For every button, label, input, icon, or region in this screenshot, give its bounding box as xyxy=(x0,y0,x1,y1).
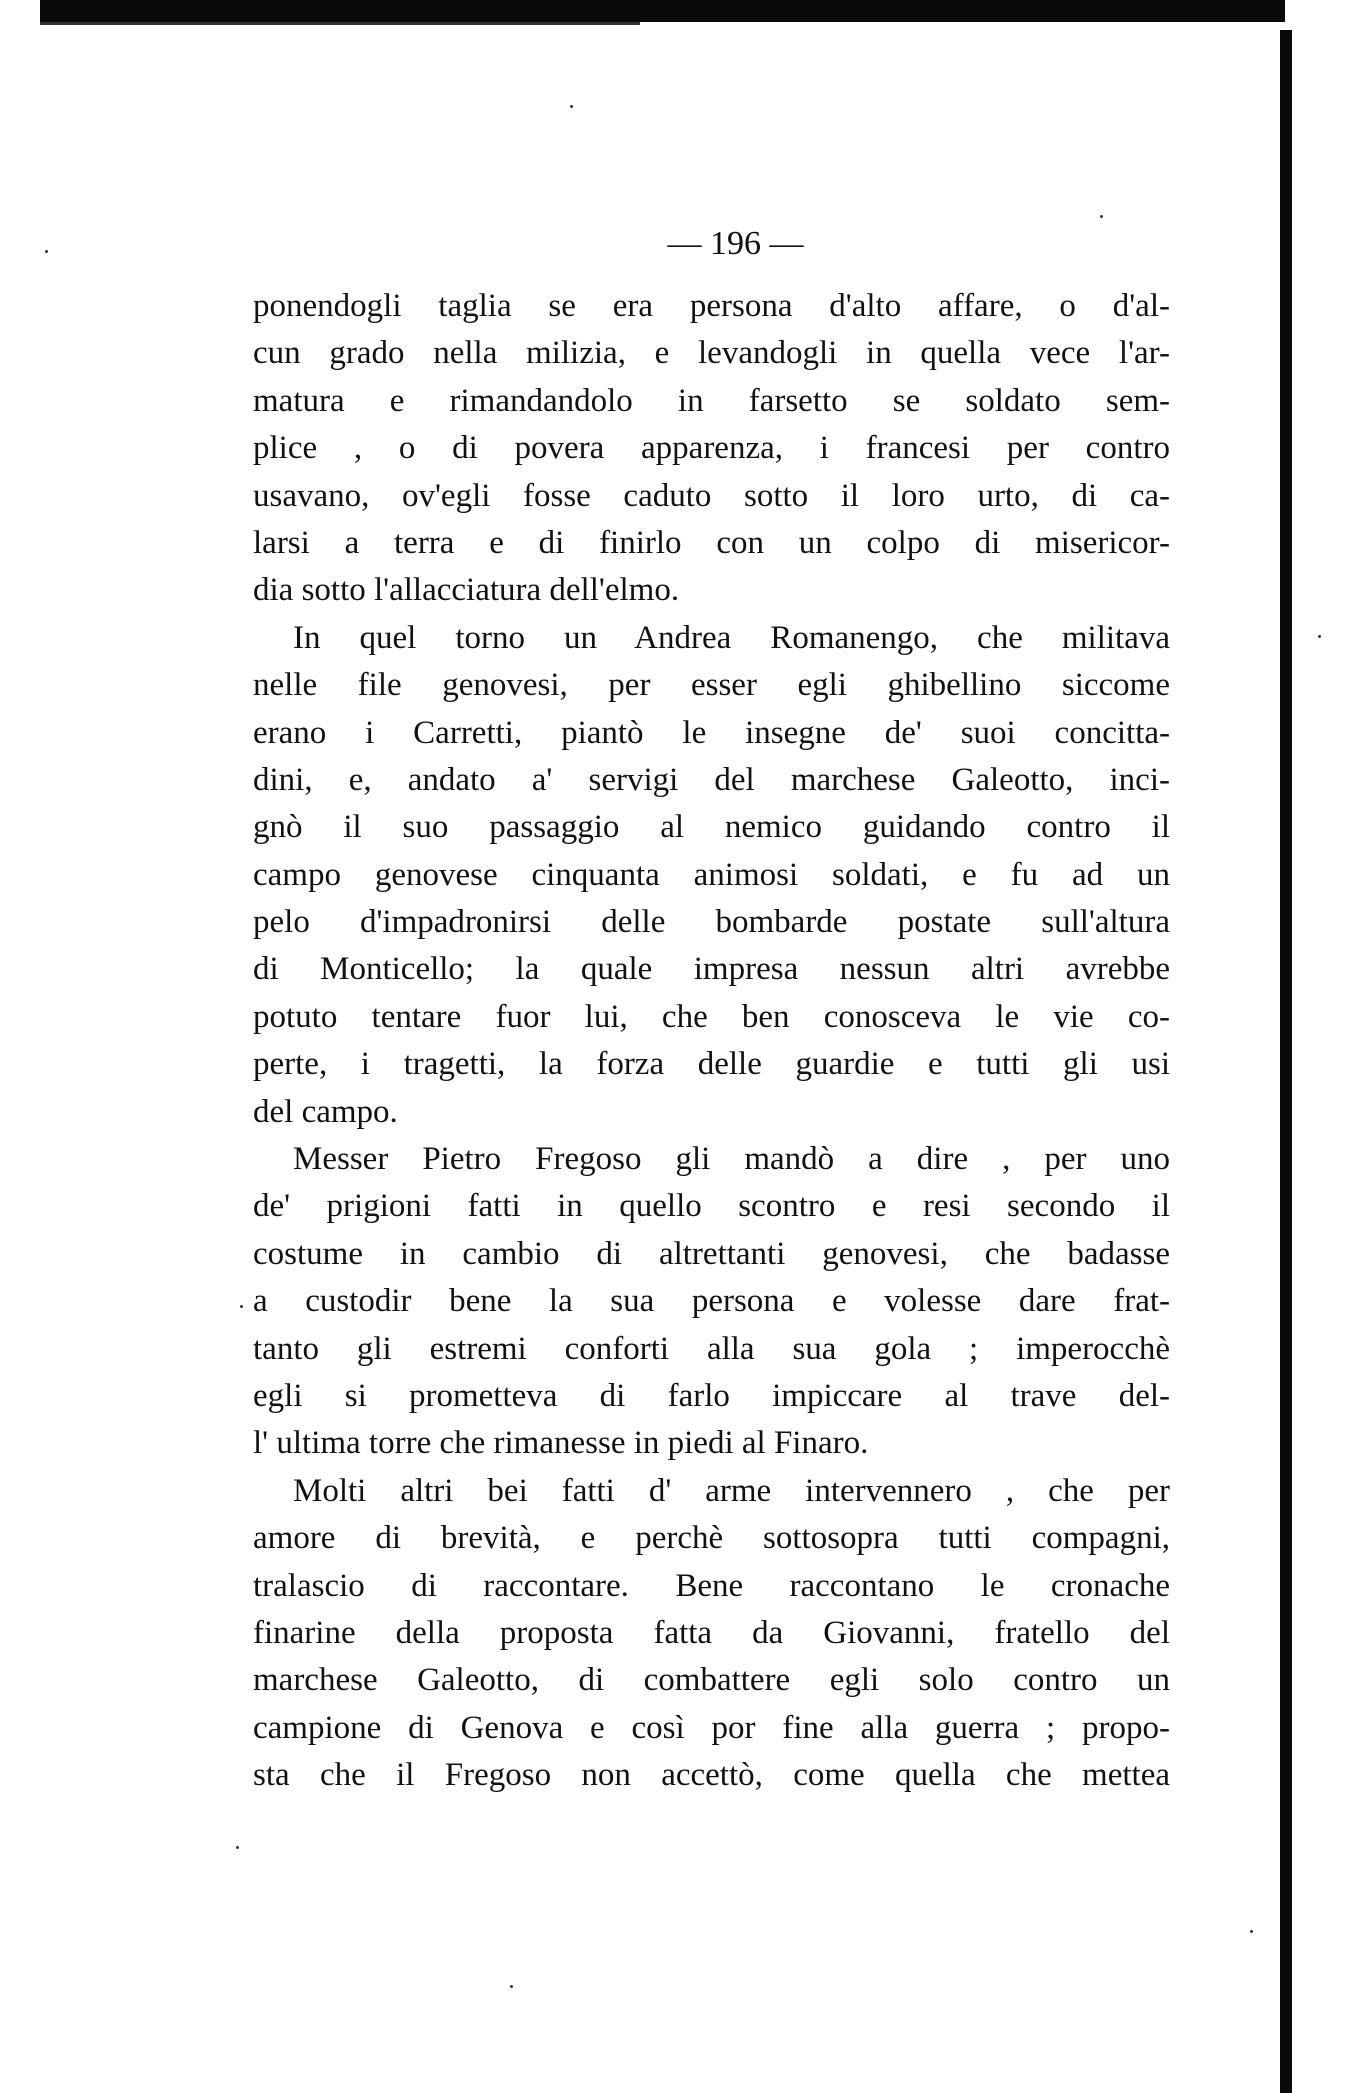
text-line: marchese Galeotto, di combattere egli solo contro un xyxy=(253,1662,1170,1699)
text-line: nelle file genovesi, per esser egli ghibellino siccome xyxy=(253,667,1170,704)
text-line: perte, i tragetti, la forza delle guardie e tutti gli usi xyxy=(253,1046,1170,1083)
scan-speck xyxy=(45,250,48,253)
text-line: campione di Genova e così por fine alla guerra ; propo- xyxy=(253,1709,1170,1746)
text-line: gnò il suo passaggio al nemico guidando contro il xyxy=(253,809,1170,846)
text-line: di Monticello; la quale impresa nessun altri avrebbe xyxy=(253,951,1170,988)
text-line: Molti altri bei fatti d' arme intervennero , che per xyxy=(293,1472,1170,1509)
text-line: tanto gli estremi conforti alla sua gola ; imperocchè xyxy=(253,1330,1170,1367)
text-line: amore di brevità, e perchè sottosopra tutti compagni, xyxy=(253,1520,1170,1557)
text-line: erano i Carretti, piantò le insegne de' suoi concitta- xyxy=(253,714,1170,751)
text-line: potuto tentare fuor lui, che ben conosceva le vie co- xyxy=(253,998,1170,1035)
text-line: sta che il Fregoso non accettò, come quella che mettea xyxy=(253,1757,1170,1794)
text-line: egli si prometteva di farlo impiccare al trave del- xyxy=(253,1377,1170,1414)
text-line: pelo d'impadronirsi delle bombarde postate sull'altura xyxy=(253,904,1170,941)
scan-top-border xyxy=(40,0,1285,22)
text-line: usavano, ov'egli fosse caduto sotto il loro urto, di ca- xyxy=(253,477,1170,514)
text-line: larsi a terra e di finirlo con un colpo di misericor- xyxy=(253,524,1170,561)
scan-speck xyxy=(236,1846,239,1849)
text-line: campo genovese cinquanta animosi soldati, e fu ad un xyxy=(253,856,1170,893)
text-line: finarine della proposta fatta da Giovanni, fratello del xyxy=(253,1614,1170,1651)
text-line: dia sotto l'allacciatura dell'elmo. xyxy=(253,572,680,609)
scan-speck xyxy=(570,105,573,108)
scan-speck xyxy=(1100,215,1103,218)
scan-speck xyxy=(1250,1930,1253,1933)
text-line: dini, e, andato a' servigi del marchese Galeotto, inci- xyxy=(253,761,1170,798)
text-line: a custodir bene la sua persona e volesse dare frat- xyxy=(253,1283,1170,1320)
page-body xyxy=(253,283,1170,1800)
text-line: matura e rimandandolo in farsetto se soldato sem- xyxy=(253,382,1170,419)
scan-speck xyxy=(510,1985,513,1988)
text-line: del campo. xyxy=(253,1093,398,1130)
text-line: ponendogli taglia se era persona d'alto affare, o d'al- xyxy=(253,288,1170,324)
scan-speck xyxy=(1318,635,1321,638)
text-line: costume in cambio di altrettanti genovesi, che badasse xyxy=(253,1235,1170,1272)
page-number: — 196 — xyxy=(667,225,804,262)
text-line: cun grado nella milizia, e levandogli in quella vece l'ar- xyxy=(253,335,1170,372)
scan-top-border-thin xyxy=(40,22,640,25)
scan-speck xyxy=(240,1305,243,1308)
text-line: Messer Pietro Fregoso gli mandò a dire , per uno xyxy=(293,1141,1170,1178)
text-line: tralascio di raccontare. Bene raccontano le cronache xyxy=(253,1567,1170,1604)
text-line: In quel torno un Andrea Romanengo, che militava xyxy=(293,619,1170,656)
text-line: l' ultima torre che rimanesse in piedi al Finaro. xyxy=(253,1425,869,1462)
text-line: plice , o di povera apparenza, i francesi per contro xyxy=(253,430,1170,467)
scan-right-border xyxy=(1280,30,1292,2093)
text-line: de' prigioni fatti in quello scontro e resi secondo il xyxy=(253,1188,1170,1225)
